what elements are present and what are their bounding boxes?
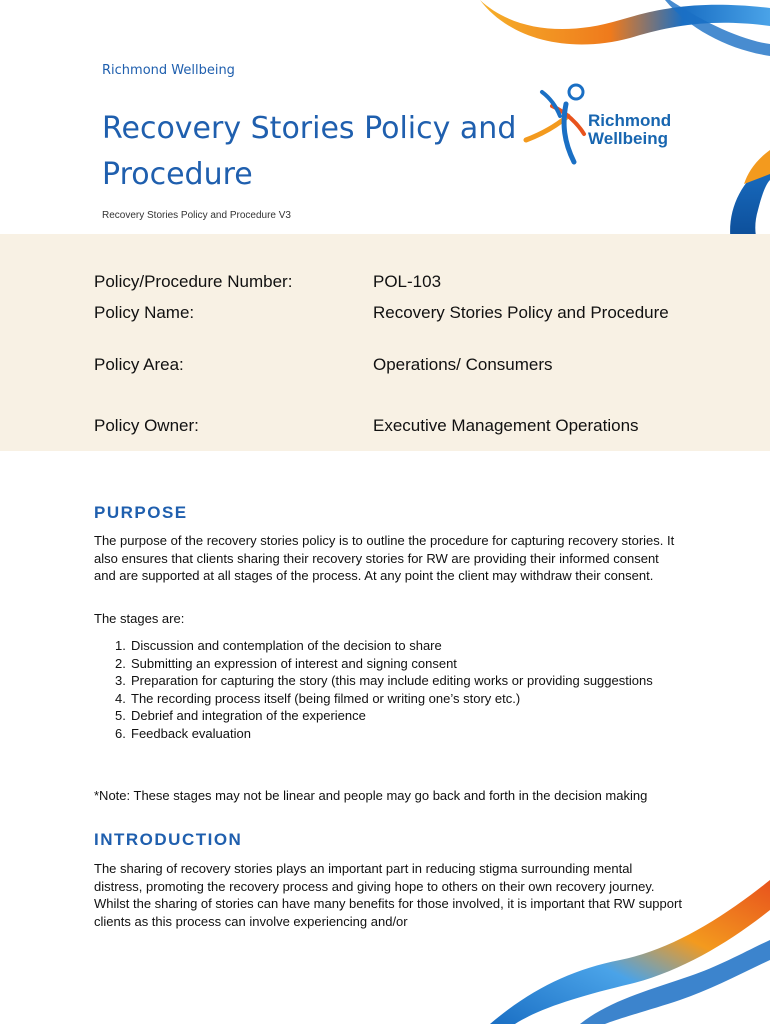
document-version: Recovery Stories Policy and Procedure V3 [102,210,291,221]
policy-name-label: Policy Name: [94,303,195,322]
logo-wordmark: Richmond Wellbeing [588,111,672,148]
purpose-heading: PURPOSE [94,503,188,522]
list-item: 2. Submitting an expression of interest and signing consent [115,655,457,671]
stages-list [115,637,655,742]
stages-note: *Note: These stages may not be linear and people may go back and forth in the decision making [94,788,648,803]
policy-owner-label: Policy Owner: [94,416,199,435]
ribbon-decoration-top [470,0,770,60]
introduction-paragraph: The sharing of recovery stories plays an important part in reducing stigma surrounding mental distress, promoting the recovery process and giving hope to others on their own recovery journey. Whilst the sharing of stories can have many benefits for those involved, it is important that RW support clients as this process can involve experiencing and/or [94,861,682,929]
list-item: 1. Discussion and contemplation of the decision to share [115,638,442,653]
org-name: Richmond Wellbeing [102,63,235,78]
list-item: 3. Preparation for capturing the story (this may include editing works or providing suggestions [115,673,653,688]
list-item: 6. Feedback evaluation [115,725,251,741]
document-title: Recovery Stories Policy and Procedure [102,111,517,192]
logo-figure-icon [522,76,592,168]
policy-number-label: Policy/Procedure Number: [94,272,293,291]
stages-intro: The stages are: [94,611,185,626]
list-item: 5. Debrief and integration of the experience [115,708,366,723]
policy-info-panel [0,234,770,451]
purpose-paragraph: The purpose of the recovery stories policy is to outline the procedure for capturing recovery stories. It also ensures that clients sharing their recovery stories for RW are providing their informed consent and are supported at all stages of the process. At any point the client may withdraw their consent. [94,533,675,583]
introduction-heading: INTRODUCTION [94,830,243,849]
policy-area-value: Operations/ Consumers [373,355,553,374]
policy-number-value: POL-103 [373,272,442,291]
policy-name-value: Recovery Stories Policy and Procedure [373,303,669,322]
policy-owner-value: Executive Management Operations [373,416,639,435]
policy-area-label: Policy Area: [94,355,184,374]
richmond-wellbeing-logo [522,76,692,168]
list-item: 4. The recording process itself (being filmed or writing one’s story etc.) [115,690,521,706]
